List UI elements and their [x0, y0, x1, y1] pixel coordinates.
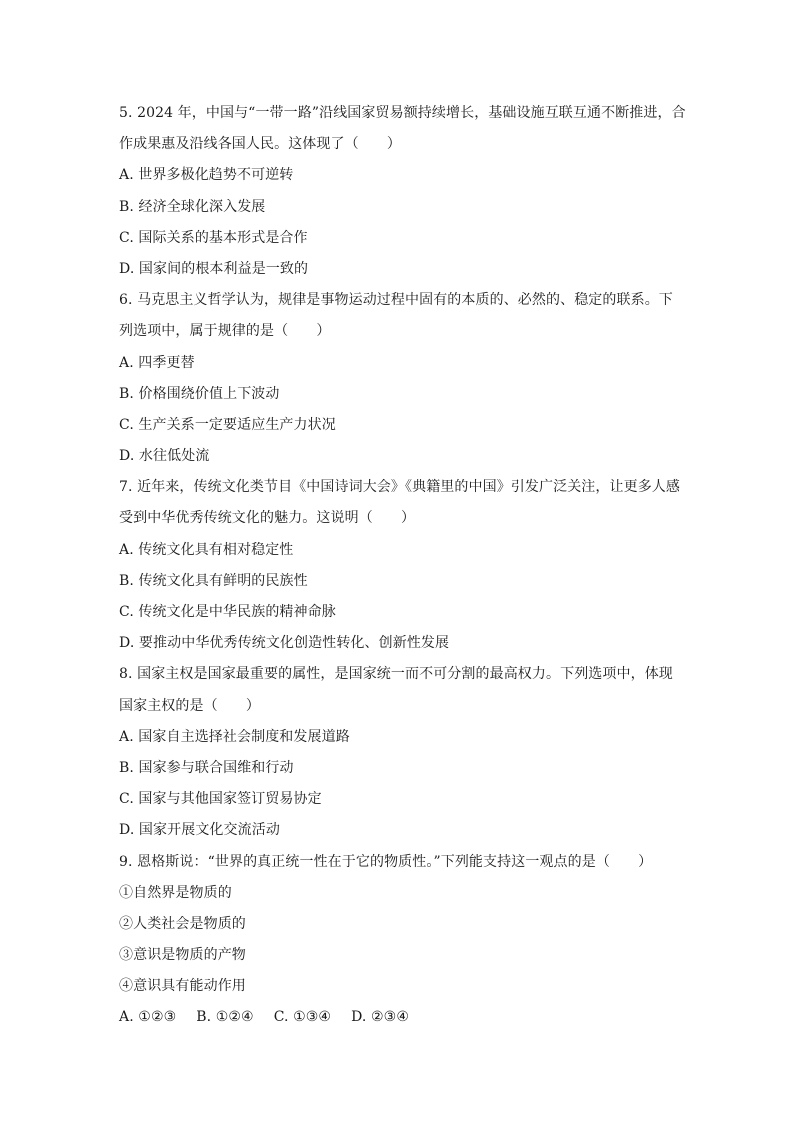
statement-item: ①自然界是物质的	[119, 884, 232, 901]
question-stem	[119, 98, 686, 160]
answer-options-row	[119, 1002, 679, 1033]
option-c: C. 国际关系的基本形式是合作	[119, 229, 308, 246]
option-d: D. 国家开展文化交流活动	[119, 822, 280, 839]
statement-item: ②人类社会是物质的	[119, 915, 246, 932]
question-5	[119, 98, 686, 285]
stem-line: 5. 2024 年，中国与“一带一路”沿线国家贸易额持续增长，基础设施互联互通不断推进，合	[119, 105, 686, 121]
option-a: A. 国家自主选择社会制度和发展道路	[119, 728, 350, 745]
question-list	[119, 98, 686, 1034]
stem-line: 6. 马克思主义哲学认为，规律是事物运动过程中固有的本质的、必然的、稳定的联系。下	[119, 292, 673, 309]
option-d: D. 水往低处流	[119, 448, 210, 465]
option-a: A. 传统文化具有相对稳定性	[119, 541, 294, 558]
option-b: B. 经济全球化深入发展	[119, 198, 266, 215]
option-a: A. ①②③	[119, 1009, 177, 1026]
stem-line: 国家主权的是（ ）	[119, 697, 260, 714]
question-6	[119, 285, 679, 472]
option-d: D. 要推动中华优秀传统文化创造性转化、创新性发展	[119, 635, 450, 652]
statement-item: ④意识具有能动作用	[119, 978, 246, 995]
option-a: A. 世界多极化趋势不可逆转	[119, 167, 294, 184]
question-9	[119, 847, 679, 1034]
question-7	[119, 472, 679, 659]
question-stem	[119, 285, 679, 347]
option-b: B. 价格围绕价值上下波动	[119, 385, 280, 402]
option-b: B. 国家参与联合国维和行动	[119, 759, 294, 776]
option-b: B. ①②④	[196, 1009, 254, 1026]
option-c: C. 国家与其他国家签订贸易协定	[119, 791, 322, 808]
question-stem	[119, 472, 679, 534]
option-d: D. ②③④	[351, 1009, 409, 1026]
question-stem: 9. 恩格斯说：“世界的真正统一性在于它的物质性。”下列能支持这一观点的是（ ）	[119, 853, 653, 870]
option-c: C. ①③④	[273, 1009, 332, 1026]
question-stem	[119, 659, 679, 721]
stem-line: 8. 国家主权是国家最重要的属性，是国家统一而不可分割的最高权力。下列选项中，体现	[119, 666, 673, 683]
option-a: A. 四季更替	[119, 354, 195, 371]
stem-line: 作成果惠及沿线各国人民。这体现了（ ）	[119, 136, 401, 153]
option-d: D. 国家间的根本利益是一致的	[119, 260, 309, 277]
option-c: C. 传统文化是中华民族的精神命脉	[119, 604, 336, 620]
statement-item: ③意识是物质的产物	[119, 947, 246, 964]
option-c: C. 生产关系一定要适应生产力状况	[119, 416, 336, 433]
stem-line: 7. 近年来，传统文化类节目《中国诗词大会》《典籍里的中国》引发广泛关注，让更多人感	[119, 479, 681, 496]
stem-line: 受到中华优秀传统文化的魅力。这说明（ ）	[119, 510, 416, 527]
option-b: B. 传统文化具有鲜明的民族性	[119, 572, 308, 589]
question-8	[119, 659, 679, 846]
stem-line: 列选项中，属于规律的是（ ）	[119, 323, 331, 340]
